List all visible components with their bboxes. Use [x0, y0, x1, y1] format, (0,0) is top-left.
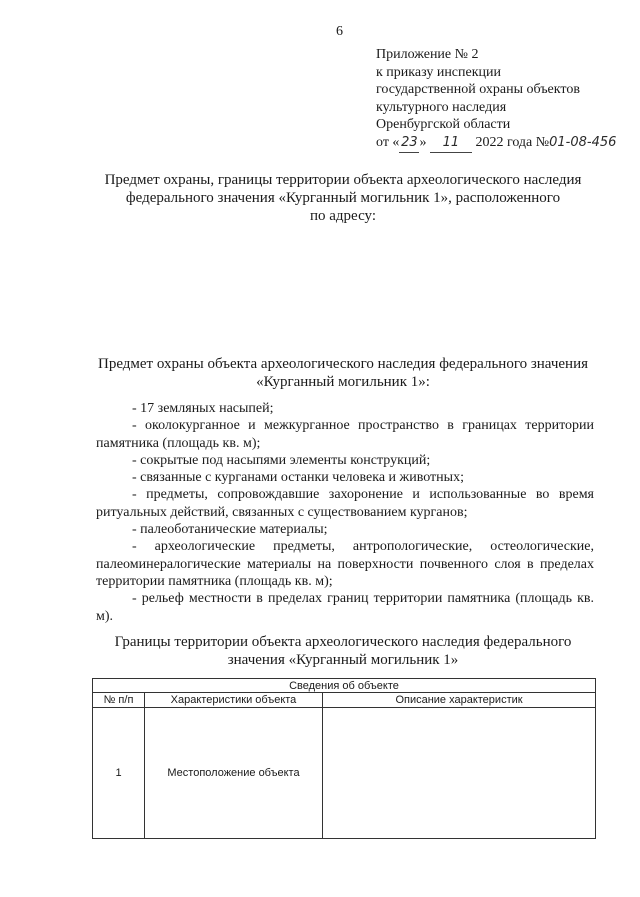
object-info-table: [92, 678, 596, 839]
handwritten-month: 11: [430, 134, 472, 153]
appendix-line: государственной охраны объектов: [376, 82, 580, 98]
heading-line: «Курганный могильник 1»:: [256, 374, 430, 390]
document-title: [80, 171, 606, 225]
table-header-row: [93, 693, 596, 708]
page-number: 6: [336, 24, 343, 39]
protection-item: - сокрытые под насыпями элементы конструкций;: [132, 452, 431, 468]
appendix-line: Оренбургской области: [376, 117, 511, 133]
protection-item: - связанные с курганами останки человека и животных;: [132, 470, 464, 486]
appendix-line: к приказу инспекции: [376, 64, 502, 80]
title-line: федерального значения «Курганный могильник 1», расположенного: [125, 190, 561, 206]
protection-item: - 17 земляных насыпей;: [132, 401, 274, 416]
table-group-header: Сведения об объекте: [93, 679, 596, 693]
handwritten-day: 23: [399, 134, 419, 153]
heading-line: Предмет охраны объекта археологического наследия федерального значения: [97, 356, 589, 372]
heading-line: значения «Курганный могильник 1»: [227, 652, 459, 668]
day-close: »: [419, 134, 427, 150]
column-header-characteristics: Характеристики объекта: [145, 693, 323, 708]
protection-item: - палеоботанические материалы;: [132, 522, 328, 538]
cell-number: 1: [93, 708, 145, 839]
order-date-line: [376, 134, 616, 153]
protection-subject-heading: [80, 355, 606, 391]
cell-description: [323, 708, 596, 839]
protection-item: - околокурганное и межкурганное пространство в границах территории памятника (площадь кв. м);: [96, 418, 594, 451]
appendix-header: [376, 46, 616, 153]
protection-item: - предметы, сопровождавшие захоронение и использованные во время ритуальных действий, связанных с существованием курганов;: [96, 487, 594, 520]
title-line: по адресу:: [309, 208, 377, 224]
appendix-line: культурного наследия: [376, 99, 507, 115]
year-label: 2022 года №: [475, 134, 550, 150]
table-header-row: [93, 679, 596, 693]
title-line: Предмет охраны, границы территории объекта археологического наследия: [104, 172, 582, 188]
protection-list: [96, 400, 594, 625]
cell-characteristic: Местоположение объекта: [145, 708, 323, 839]
appendix-line: Приложение № 2: [376, 47, 479, 62]
protection-item: - археологические предметы, антропологические, остеологические, палеоминералогические материалы на поверхности почвенного слоя в пределах территории памятника (площадь кв. м);: [96, 539, 594, 589]
heading-line: Границы территории объекта археологического наследия федерального: [114, 634, 572, 650]
date-prefix: от «: [376, 134, 400, 150]
boundaries-heading: [80, 633, 606, 669]
column-header-description: Описание характеристик: [323, 693, 596, 708]
protection-item: - рельеф местности в пределах границ территории памятника (площадь кв. м).: [96, 591, 594, 624]
table-row: [93, 708, 596, 839]
column-header-number: № п/п: [93, 693, 145, 708]
handwritten-order-number: 01-08-456: [549, 134, 617, 150]
